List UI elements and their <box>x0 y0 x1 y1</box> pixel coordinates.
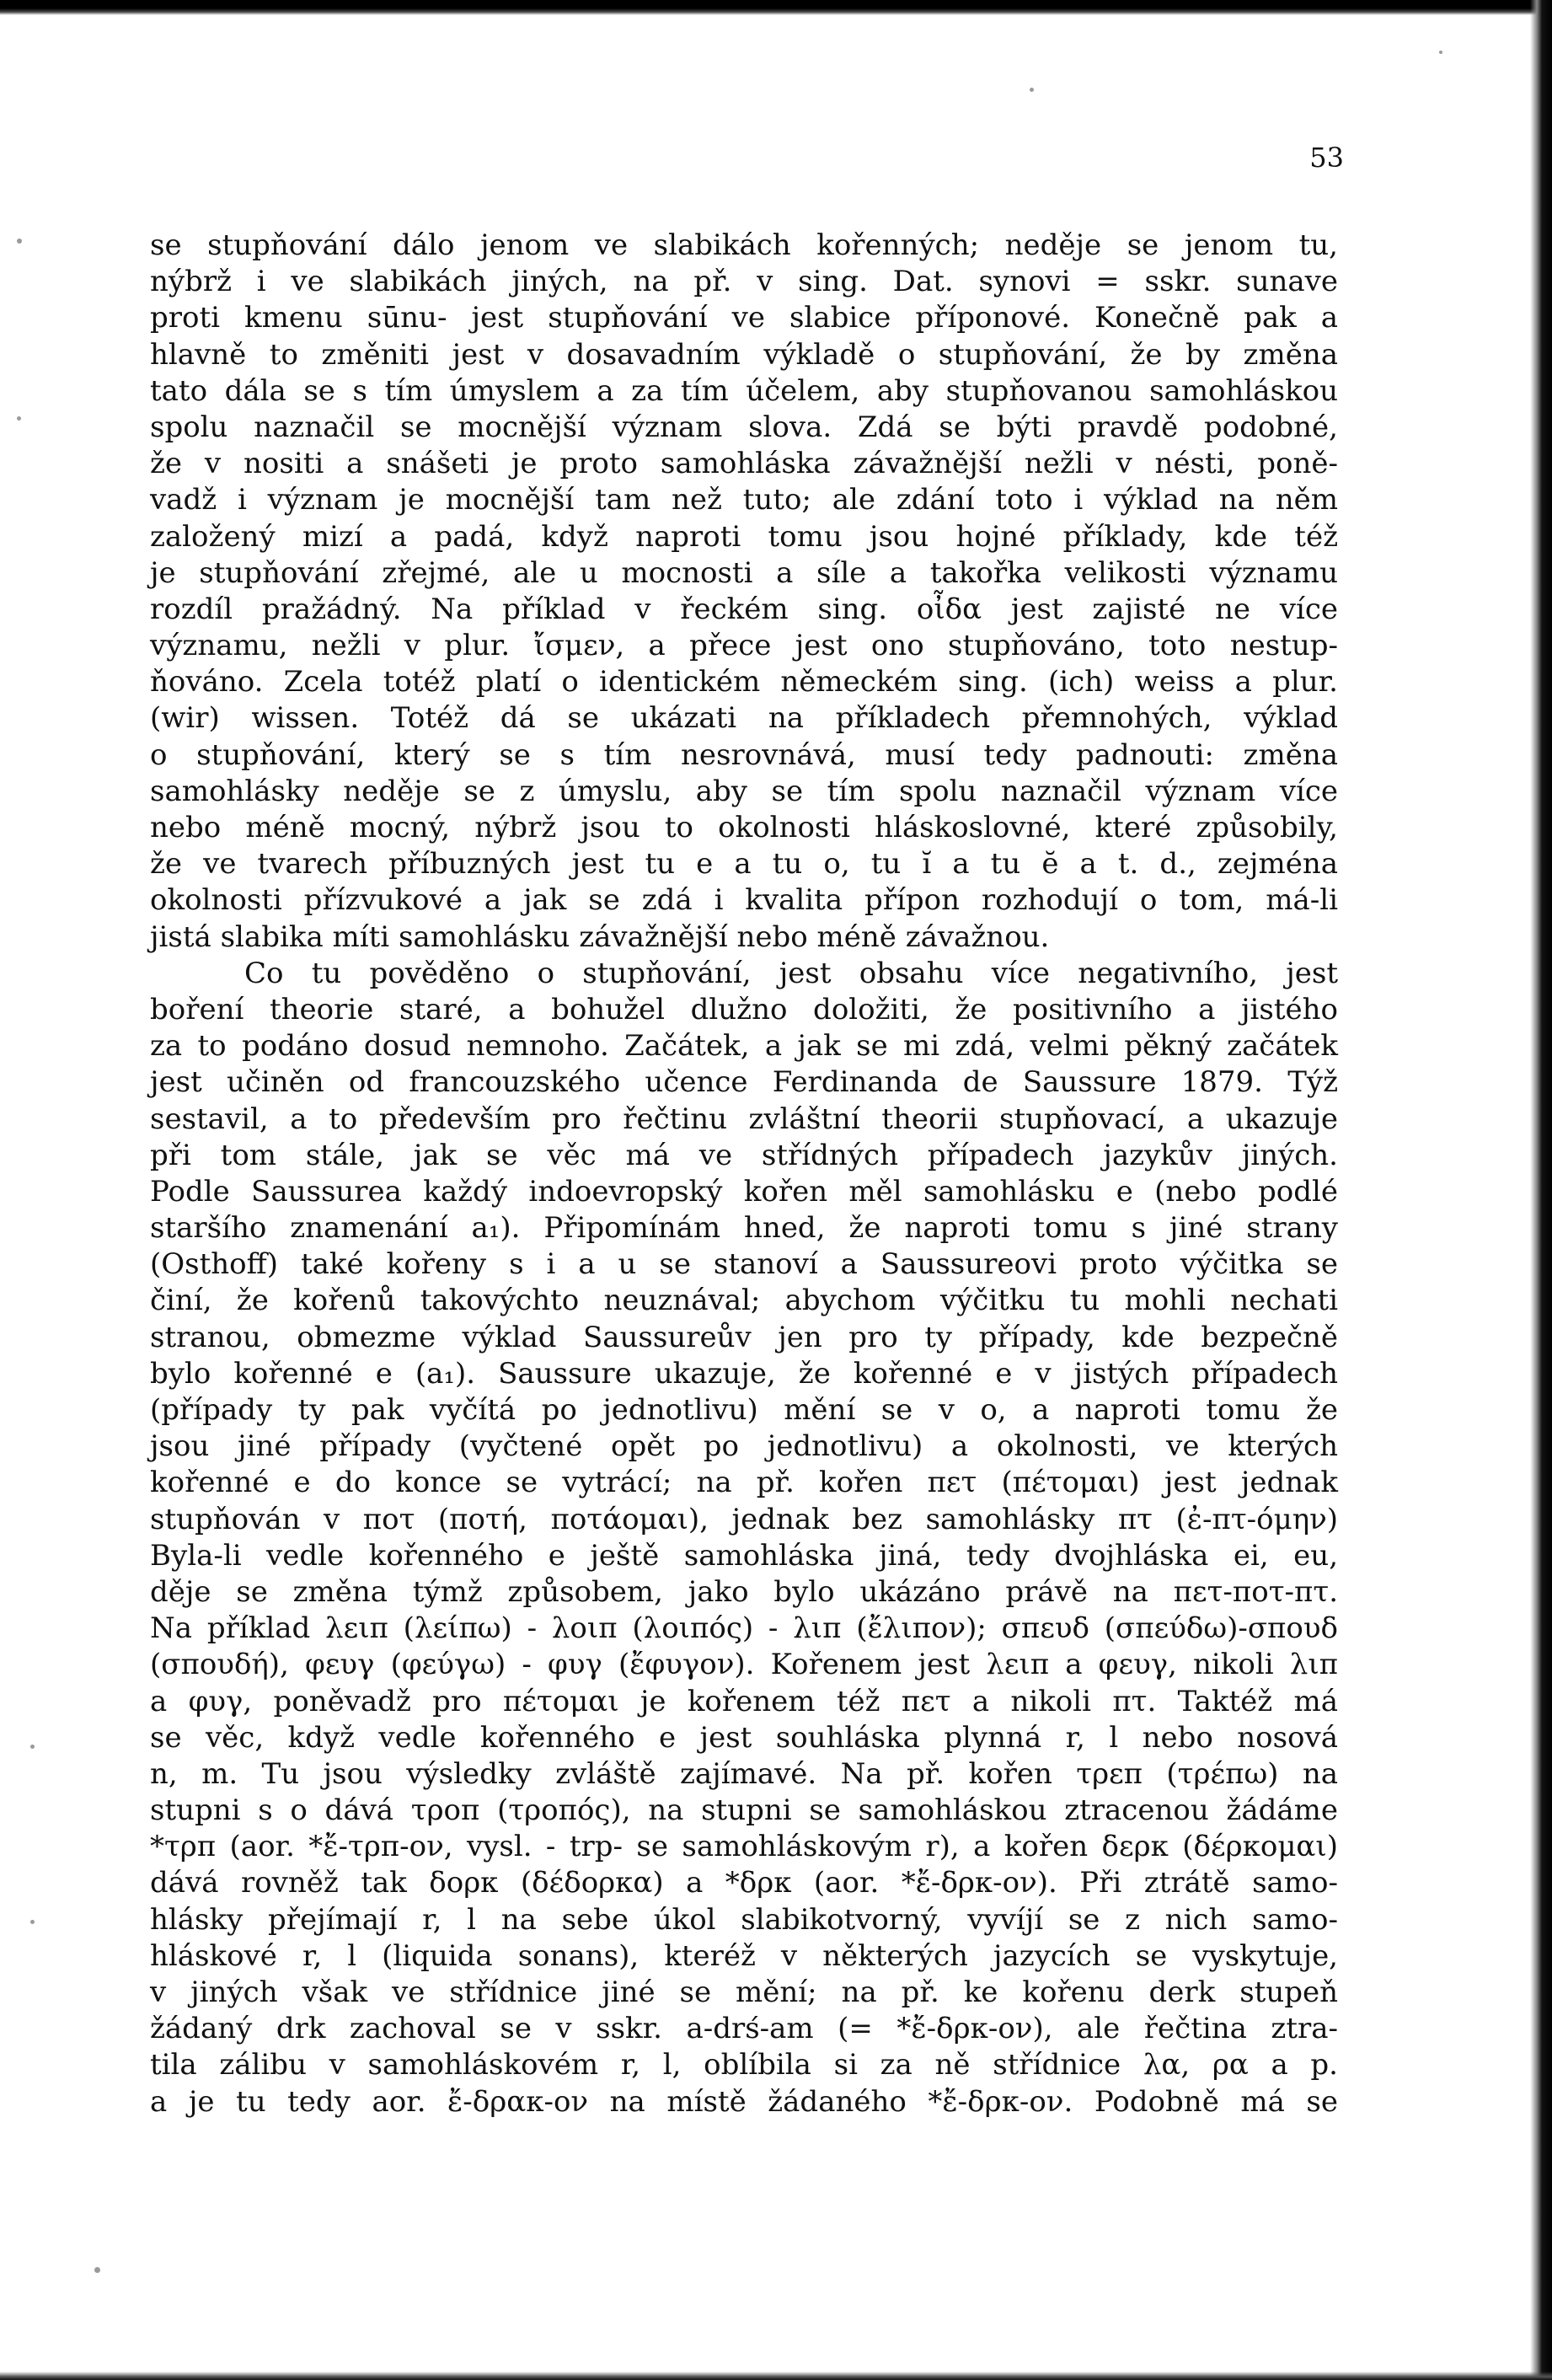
text-line: stranou, obmezme výklad Saussureův jen pro ty případy, kde bezpečně <box>150 1320 1338 1354</box>
text-line: rozdíl pražádný. Na příklad v řeckém sing. οἶδα jest zajisté ne více <box>150 592 1338 626</box>
text-line: žádaný drk zachoval se v sskr. a-drś-am (= *ἔ-δρκ-ον), ale řečtina ztra- <box>150 2012 1338 2046</box>
text-line: při tom stále, jak se věc má ve střídných případech jazykův jiných. <box>150 1138 1338 1172</box>
body-text <box>150 228 1338 2120</box>
scan-speck <box>30 1920 35 1924</box>
text-line: hláskové r, l (liquida sonans), kteréž v některých jazycích se vyskytuje, <box>150 1938 1338 1973</box>
text-line: že v nositi a snášeti je proto samohláska závažnější nežli v nésti, poně- <box>150 447 1338 481</box>
text-line: Na příklad λειπ (λείπω) - λοιπ (λοιπός) - λιπ (ἔλιπον); σπευδ (σπεύδω)-σπουδ <box>150 1611 1338 1646</box>
text-line: a φυγ, poněvadž pro πέτομαι je kořenem též πετ a nikoli πτ. Taktéž má <box>150 1684 1338 1718</box>
text-line: jistá slabika míti samohlásku závažnější nebo méně závažnou. <box>150 919 1050 954</box>
text-line: sestavil, a to především pro řečtinu zvláštní theorii stupňovací, a ukazuje <box>150 1102 1338 1136</box>
text-line: je stupňování zřejmé, ale u mocnosti a síle a takořka velikosti významu <box>150 555 1338 590</box>
text-line: děje se změna týmž způsobem, jako bylo ukázáno právě na πετ-ποτ-πτ. <box>150 1574 1338 1609</box>
scan-speck <box>30 1745 35 1749</box>
text-line: *τρπ (aor. *ἔ-τρπ-ον, vysl. - trp- se samohláskovým r), a kořen δερκ (δέρκομαι) <box>150 1830 1338 1864</box>
text-line: ňováno. Zcela totéž platí o identickém německém sing. (ich) weiss a plur. <box>150 665 1338 700</box>
text-line: o stupňování, který se s tím nesrovnává, musí tedy padnouti: změna <box>150 737 1338 772</box>
text-line: nebo méně mocný, nýbrž jsou to okolnosti hláskoslovné, které způsobily, <box>150 811 1338 844</box>
text-line: (wir) wissen. Totéž dá se ukázati na příkladech přemnohých, výklad <box>150 701 1338 736</box>
text-line: okolnosti přízvukové a jak se zdá i kvalita přípon rozhodují o tom, má-li <box>150 883 1338 918</box>
text-line: (σπουδή), φευγ (φεύγω) - φυγ (ἔφυγον). Kořenem jest λειπ a φευγ, nikoli λιπ <box>150 1648 1338 1682</box>
text-line: nýbrž i ve slabikách jiných, na př. v sing. Dat. synovi = sskr. sunave <box>150 265 1338 299</box>
text-line: tato dála se s tím úmyslem a za tím účelem, aby stupňovanou samohláskou <box>150 373 1338 408</box>
text-line: (případy ty pak vyčítá po jednotlivu) mění se v o, a naproti tomu že <box>150 1393 1338 1427</box>
text-line: stupni s o dává τροπ (τροπός), na stupni se samohláskou ztracenou žádáme <box>150 1793 1338 1828</box>
text-line: v jiných však ve střídnice jiné se mění; na př. ke kořenu derk stupeň <box>150 1975 1338 2009</box>
text-line: že ve tvarech příbuzných jest tu e a tu o, tu ĭ a tu ĕ a t. d., zejména <box>150 847 1338 882</box>
text-line: spolu naznačil se mocnější význam slova. Zdá se býti pravdě podobné, <box>150 410 1338 444</box>
text-line: (Osthoff) také kořeny s i a u se stanoví a Saussureovi proto výčitka se <box>150 1247 1338 1282</box>
text-line: jest učiněn od francouzského učence Ferdinanda de Saussure 1879. Týž <box>150 1065 1338 1100</box>
text-line: staršího znamenání a₁). Připomínám hned, že naproti tomu s jiné strany <box>150 1211 1338 1246</box>
text-line: založený mizí a padá, když naproti tomu jsou hojné příklady, kde též <box>150 519 1338 554</box>
text-line: jsou jiné případy (vyčtené opět po jednotlivu) a okolnosti, ve kterých <box>150 1429 1338 1464</box>
text-line: Byla-li vedle kořenného e ještě samohláska jiná, tedy dvojhláska ei, eu, <box>150 1538 1338 1573</box>
text-line: hlásky přejímají r, l na sebe úkol slabikotvorný, vyvíjí se z nich samo- <box>150 1902 1338 1937</box>
text-line: Podle Saussurea každý indoevropský kořen měl samohlásku e (nebo podlé <box>150 1174 1338 1209</box>
text-line: proti kmenu sūnu- jest stupňování ve slabice příponové. Konečně pak a <box>150 301 1338 335</box>
text-line: a je tu tedy aor. ἔ-δρακ-ον na místě žádaného *ἔ-δρκ-ον. Podobně má se <box>150 2084 1338 2119</box>
page-number: 53 <box>1309 142 1344 174</box>
text-line: bylo kořenné e (a₁). Saussure ukazuje, že kořenné e v jistých případech <box>150 1356 1338 1391</box>
text-line: činí, že kořenů takovýchto neuznával; abychom výčitku tu mohli nechati <box>150 1284 1338 1318</box>
scan-top-edge <box>0 0 1552 15</box>
scan-speck <box>1439 51 1442 54</box>
scan-speck <box>17 416 21 421</box>
text-line: za to podáno dosud nemnoho. Začátek, a jak se mi zdá, velmi pěkný začátek <box>150 1029 1338 1064</box>
text-line: tila zálibu v samohláskovém r, l, oblíbila si za ně střídnice λα, ρα a p. <box>150 2048 1338 2082</box>
text-line: Co tu pověděno o stupňování, jest obsahu více negativního, jest <box>244 956 1338 990</box>
scan-speck <box>1030 88 1034 92</box>
text-line: boření theorie staré, a bohužel dlužno doložiti, že positivního a jistého <box>150 992 1338 1027</box>
text-line: kořenné e do konce se vytrácí; na př. kořen πετ (πέτομαι) jest jednak <box>150 1466 1338 1500</box>
text-line: dává rovněž tak δορκ (δέδορκα) a *δρκ (aor. *ἔ-δρκ-ον). Při ztrátě samo- <box>150 1866 1338 1900</box>
scan-speck <box>94 2267 100 2273</box>
scan-right-edge <box>1530 0 1552 2380</box>
text-line: se stupňování dálo jenom ve slabikách kořenných; neděje se jenom tu, <box>150 228 1338 262</box>
text-line: samohlásky neděje se z úmyslu, aby se tím spolu naznačil význam více <box>150 774 1338 808</box>
text-line: významu, nežli v plur. ἴσμεν, a přece jest ono stupňováno, toto nestup- <box>150 629 1338 663</box>
text-line: hlavně to změniti jest v dosavadním výkladě o stupňování, že by změna <box>150 337 1338 372</box>
scan-bottom-edge <box>0 2372 1552 2380</box>
text-line: n, m. Tu jsou výsledky zvláště zajímavé. Na př. kořen τρεπ (τρέπω) na <box>150 1756 1338 1791</box>
text-line: se věc, když vedle kořenného e jest souhláska plynná r, l nebo nosová <box>150 1720 1338 1755</box>
scan-speck <box>17 239 22 244</box>
text-line: stupňován v ποτ (ποτή, ποτάομαι), jednak bez samohlásky πτ (ἐ-πτ-όμην) <box>150 1502 1338 1536</box>
text-line: vadž i význam je mocnější tam než tuto; ale zdání toto i výklad na něm <box>150 483 1338 517</box>
